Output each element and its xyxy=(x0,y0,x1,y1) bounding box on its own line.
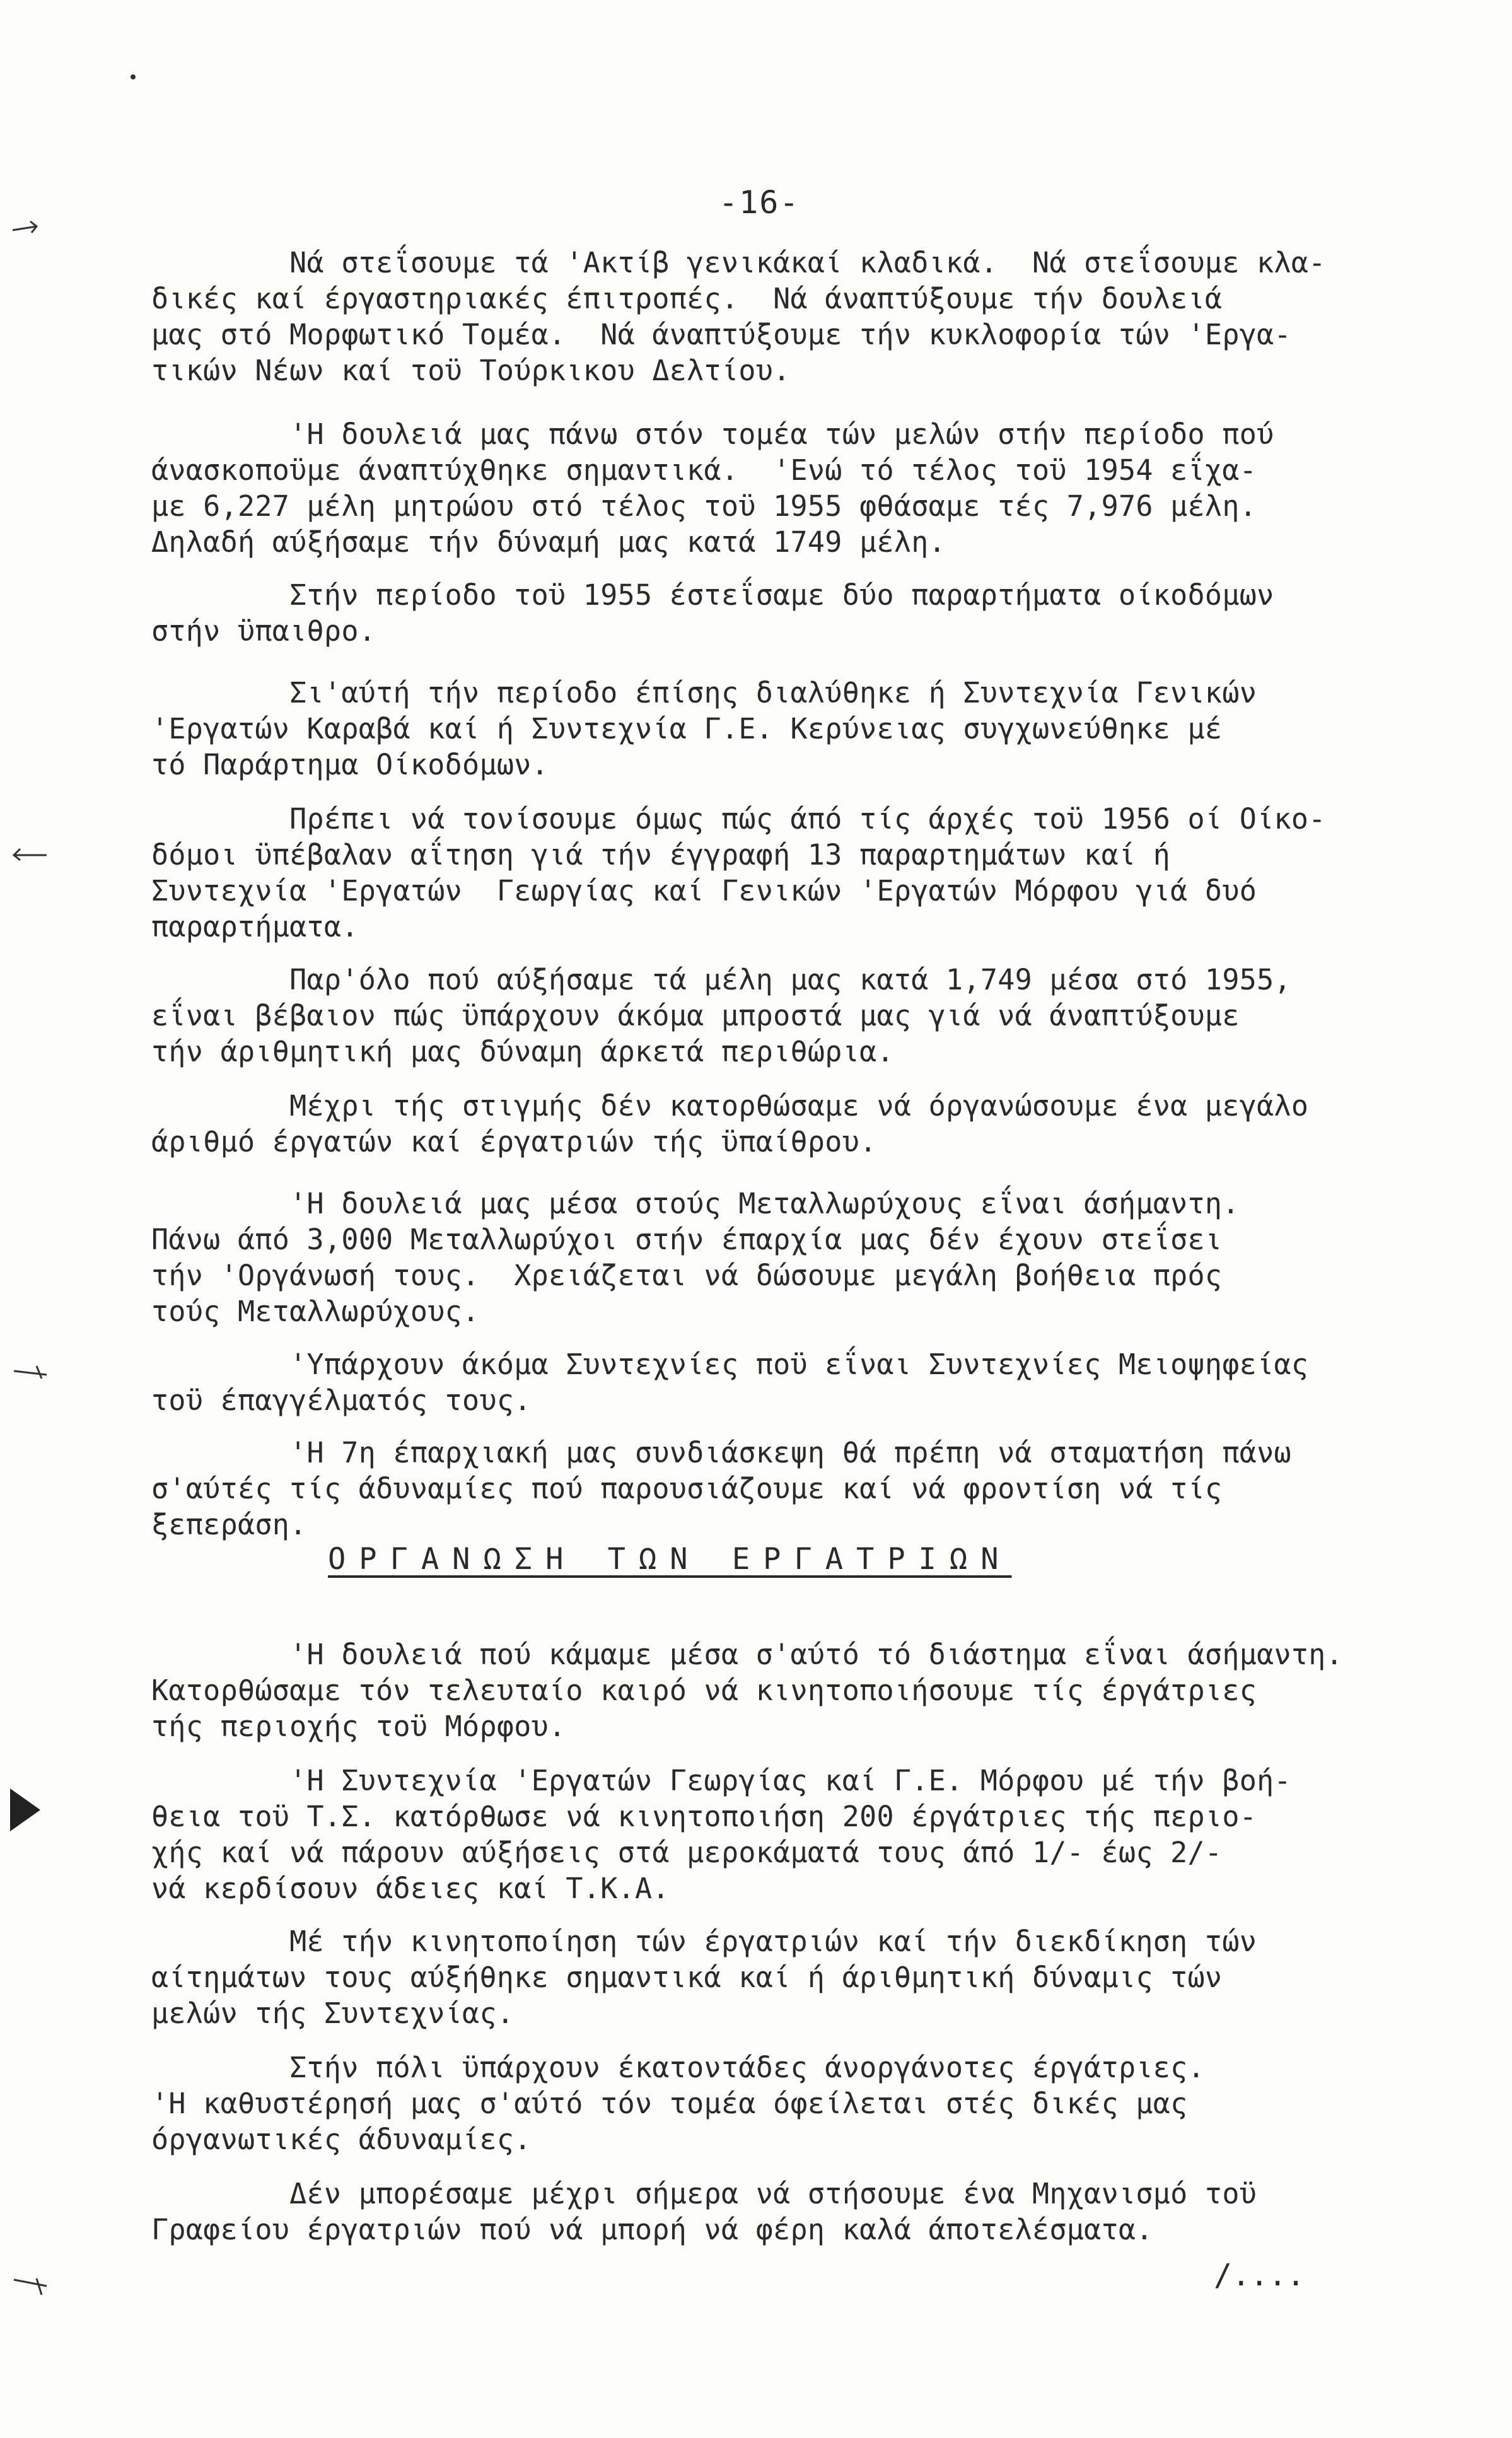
paragraph-activ-committees: Νά στεΐσουμε τά 'Ακτίβ γενικάκαί κλαδικά. Νά στεΐσουμε κλα- δικές καί έργαστηριακές έπιτροπές. Νά άναπτύξουμε τήν δουλειά μας στό Μορφωτικό Τομέα. Νά άναπτύξουμε τήν κυκλοφορία τών 'Εργα- τικών Νέων καί τοϋ Τούρκικου Δελτίου. xyxy=(151,246,1326,387)
paragraph-city-women-workers: Στήν πόλι ϋπάρχουν έκατοντάδες άνοργάνοτες έργάτριες. 'Η καθυστέρησή μας σ'αύτό τόν τομέα όφείλεται στές δικές μας όργανωτικές άδυναμίες. xyxy=(151,2051,1205,2156)
paragraph-morphou-union: 'Η Συντεχνία 'Εργατών Γεωργίας καί Γ.Ε. Μόρφου μέ τήν βοή- θεια τοϋ Τ.Σ. κατόρθωσε νά κινητοποιήση 200 έργάτριες τής περιο- χής καί νά πάρουν αύξήσεις στά μεροκάματά τους άπό 1/- έως 2/- νά κερδίσουν άδειες καί Τ.Κ.Α. xyxy=(151,1764,1291,1905)
continuation-mark: /.... xyxy=(1214,2258,1305,2293)
margin-arrow-mark xyxy=(11,842,49,867)
paragraph-minority-unions: 'Υπάρχουν άκόμα Συντεχνίες ποϋ εΐναι Συντεχνίες Μειοψηφείας τοϋ έπαγγέλματός τους. xyxy=(151,1348,1309,1417)
margin-dot-mark xyxy=(129,60,137,85)
margin-arrow-mark xyxy=(11,2273,49,2303)
paragraph-numeric-strength: Παρ'όλο πού αύξήσαμε τά μέλη μας κατά 1,749 μέσα στό 1955, εΐναι βέβαιον πώς ϋπάρχουν άκόμα μπροστά μας γιά νά άναπτύξουμε τήν άριθμητική μας δύναμη άρκετά περιθώρια. xyxy=(151,963,1291,1068)
paragraph-unions-dissolved: Σι'αύτή τήν περίοδο έπίσης διαλύθηκε ή Συντεχνία Γενικών 'Εργατών Καραβά καί ή Συντεχνία Γ.Ε. Κερύνειας συγχωνεύθηκε μέ τό Παράρτημα Οίκοδόμων. xyxy=(151,676,1257,781)
margin-arrow-mark xyxy=(11,218,43,247)
paragraph-membership-growth: 'Η δουλειά μας πάνω στόν τομέα τών μελών στήν περίοδο πού άνασκοποϋμε άναπτύχθηκε σημαντικά. 'Ενώ τό τέλος τοϋ 1954 εΐχα- με 6,227 μέλη μητρώου στό τέλος τοϋ 1955 φθάσαμε τές 7,976 μέλη. Δηλαδή αύξήσαμε τήν δύναμή μας κατά 1749 μέλη. xyxy=(151,417,1274,559)
paragraph-branch-registration: Πρέπει νά τονίσουμε όμως πώς άπό τίς άρχές τοϋ 1956 οί Οίκο- δόμοι ϋπέβαλαν αΐτηση γιά τήν έγγραφή 13 παραρτημάτων καί ή Συντεχνία 'Εργατών Γεωργίας καί Γενικών 'Εργατών Μόρφου γιά δυό παραρτήματα. xyxy=(151,802,1326,943)
margin-triangle-mark xyxy=(6,1785,44,1840)
paragraph-miners: 'Η δουλειά μας μέσα στούς Μεταλλωρύχους εΐναι άσήμαντη. Πάνω άπό 3,000 Μεταλλωρύχοι στήν έπαρχία μας δέν έχουν στεΐσει τήν 'Οργάνωσή τους. Χρειάζεται νά δώσουμε μεγάλη βοήθεια πρός τούς Μεταλλωρύχους. xyxy=(151,1187,1240,1328)
paragraph-conference: 'Η 7η έπαρχιακή μας συνδιάσκεψη θά πρέπη νά σταματήση πάνω σ'αύτές τίς άδυναμίες πού παρουσιάζουμε καί νά φροντίση νά τίς ξεπεράση. xyxy=(151,1436,1291,1541)
page-number: -16- xyxy=(719,184,800,221)
paragraph-rural-workers: Μέχρι τής στιγμής δέν κατορθώσαμε νά όργανώσουμε ένα μεγάλο άριθμό έργατών καί έργατριών τής ϋπαίθρου. xyxy=(151,1089,1309,1158)
paragraph-branches-countryside: Στήν περίοδο τοϋ 1955 έστεΐσαμε δύο παραρτήματα οίκοδόμων στήν ϋπαιθρο. xyxy=(151,578,1274,648)
section-heading: ΟΡΓΑΝΩΣΗ ΤΩΝ ΕΡΓΑΤΡΙΩΝ xyxy=(328,1542,1012,1577)
margin-arrow-mark xyxy=(11,1362,49,1392)
paragraph-mobilization: Μέ τήν κινητοποίηση τών έργατριών καί τήν διεκδίκηση τών αίτημάτων τους αύξήθηκε σημαντικά καί ή άριθμητική δύναμις τών μελών τής Συντεχνίας. xyxy=(151,1925,1257,2030)
paragraph-women-workers-work: 'Η δουλειά πού κάμαμε μέσα σ'αύτό τό διάστημα εΐναι άσήμαντη. Κατορθώσαμε τόν τελευταίο καιρό νά κινητοποιήσουμε τίς έργάτριες τής περιοχής τοϋ Μόρφου. xyxy=(151,1638,1344,1743)
paragraph-office-mechanism: Δέν μπορέσαμε μέχρι σήμερα νά στήσουμε ένα Μηχανισμό τοϋ Γραφείου έργατριών πού νά μπορή νά φέρη καλά άποτελέσματα. xyxy=(151,2177,1257,2246)
